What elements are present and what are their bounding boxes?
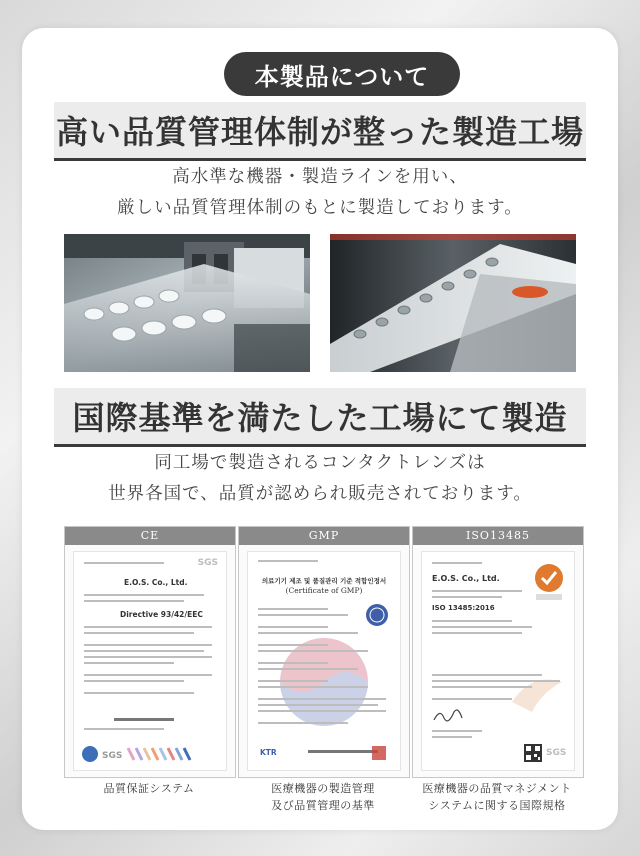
svg-text:SGS: SGS <box>102 751 123 761</box>
gmp-caption <box>238 780 408 814</box>
factory-description-line-2: 厳しい品質管理体制のもとに製造しております。 <box>117 198 523 218</box>
ce-certificate <box>64 526 236 778</box>
gmp-title-english: (Certificate of GMP) <box>285 586 363 595</box>
iso-certificate <box>412 526 584 778</box>
ce-sgs-mark: SGS <box>197 558 218 568</box>
ce-accreditation-logos <box>80 742 220 766</box>
gmp-certificate <box>238 526 410 778</box>
gmp-caption-line-1: 医療機器の製造管理 <box>271 782 375 795</box>
lens-tray-photo <box>330 234 576 372</box>
content-card <box>22 28 618 830</box>
factory-heading: 高い品質管理体制が整った製造工場 <box>54 102 586 161</box>
standards-heading: 国際基準を満たした工場にて製造 <box>54 388 586 447</box>
iso-caption-line-1: 医療機器の品質マネジメント <box>422 782 572 795</box>
manufacturing-machine-photo <box>64 234 310 372</box>
iso-company-name: E.O.S. Co., Ltd. <box>432 574 500 583</box>
iso-standard: ISO 13485:2016 <box>432 604 495 612</box>
iso-caption-line-2: システムに関する国際規格 <box>428 799 566 812</box>
gmp-title-korean: 의료기기 제조 및 품질관리 기준 적합인정서 <box>261 577 387 585</box>
gmp-certificate-label: GMP <box>239 527 409 545</box>
iso-caption <box>412 780 582 814</box>
iso-sgs-mark: SGS <box>546 748 567 758</box>
standards-description <box>22 448 618 510</box>
gmp-caption-line-2: 及び品質管理の基準 <box>271 799 375 812</box>
iso-certificate-label: ISO13485 <box>413 527 583 545</box>
standards-description-line-1: 同工場で製造されるコンタクトレンズは <box>154 453 486 473</box>
factory-description <box>22 162 618 224</box>
iso-sgs-badge-icon <box>532 562 566 602</box>
gmp-stamp <box>372 746 386 760</box>
gmp-watermark-emblem <box>274 632 374 732</box>
gmp-certificate-document <box>247 551 401 771</box>
gmp-seal-icon <box>364 602 390 628</box>
factory-description-line-1: 高水準な機器・製造ラインを用い、 <box>172 167 468 187</box>
ce-caption-line-1: 品質保証システム <box>103 782 195 795</box>
iso-certificate-document <box>421 551 575 771</box>
ce-certificate-label: CE <box>65 527 235 545</box>
gmp-ktr-mark: KTR <box>260 748 277 757</box>
iso-signature-icon <box>432 706 472 726</box>
section-badge: 本製品について <box>224 52 460 96</box>
ce-caption <box>64 780 234 797</box>
ce-directive: Directive 93/42/EEC <box>120 610 203 619</box>
standards-description-line-2: 世界各国で、品質が認められ販売されております。 <box>108 484 532 504</box>
iso-watermark-icon <box>502 662 572 722</box>
ce-certificate-document <box>73 551 227 771</box>
ce-company-name: E.O.S. Co., Ltd. <box>124 578 188 587</box>
iso-qr-code-icon <box>524 744 542 762</box>
